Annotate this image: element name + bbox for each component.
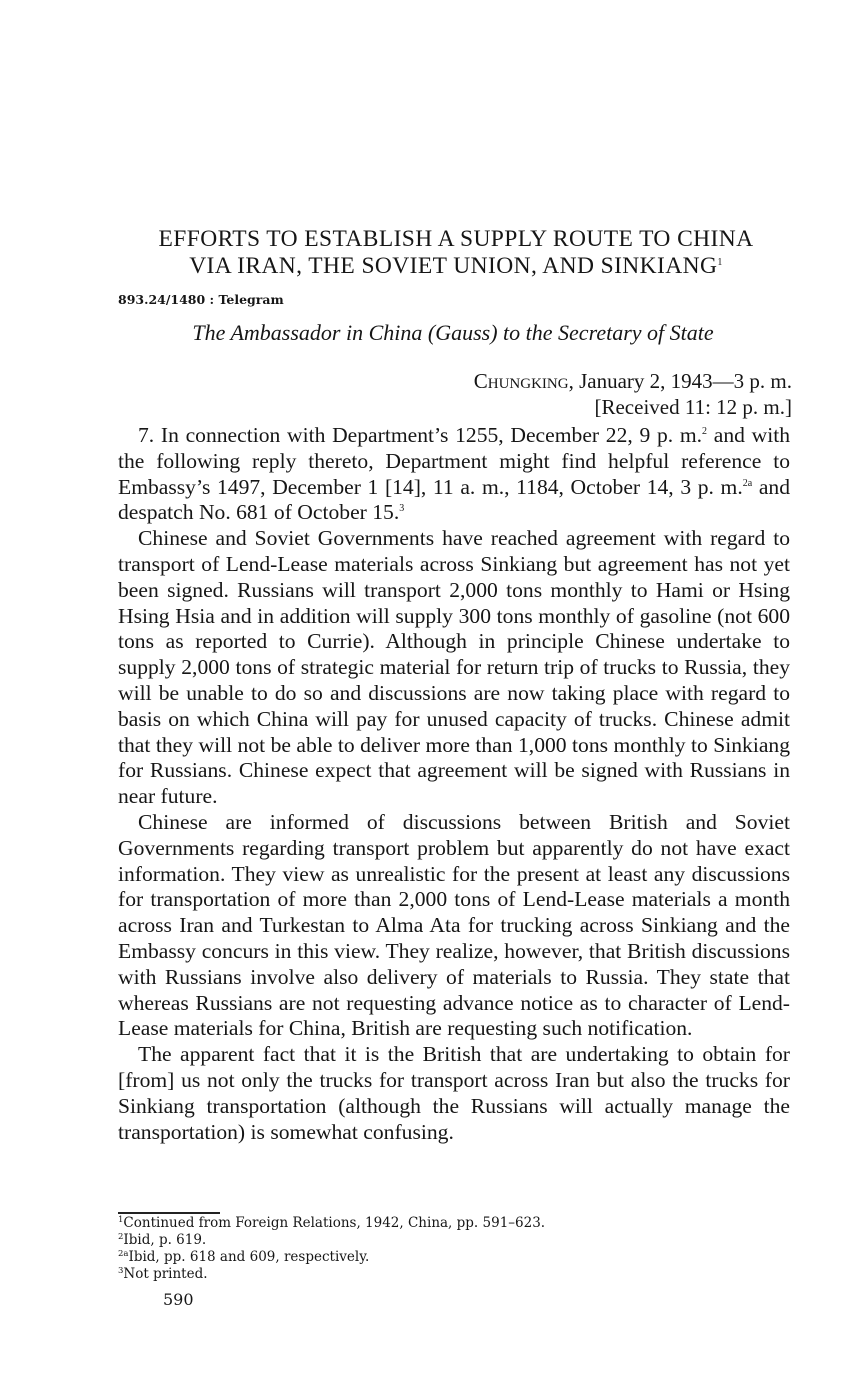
dateline-place: Chungking xyxy=(473,369,569,393)
footnote-marker: 2a xyxy=(742,477,753,489)
page-number: 590 xyxy=(163,1290,194,1309)
dateline-received: [Received 11: 12 p. m.] xyxy=(594,395,792,419)
title-line-2-text: VIA IRAN, THE SOVIET UNION, AND SINKIANG xyxy=(189,253,718,279)
file-reference: 893.24/1480 : Telegram xyxy=(118,292,284,307)
footnote-marker: 2 xyxy=(702,426,708,437)
paragraph-3: Chinese are informed of discussions between British and Soviet Governments regarding transport problem but apparently do not have exact information. They view as unrealistic for the present at least any discussions for transportation of more than 2,000 tons of Lend-Lease materials a month across Iran and Turkestan to Alma Ata for trucking across Sinkiang and the Embassy concurs in this view. They realize, however, that British discussions with Russians involve also delivery of materials to Russia. They state that whereas Russians are not requesting advance notice as to character of Lend-Lease materials for China, British are requesting such notification. xyxy=(118,809,790,1041)
footnote-mark: 2a xyxy=(118,1248,129,1259)
title-line-1: EFFORTS TO ESTABLISH A SUPPLY ROUTE TO CHINA xyxy=(158,226,754,252)
paragraph-1 xyxy=(118,423,790,526)
footnote-marker: 1 xyxy=(717,257,723,268)
footnote-text: Ibid, p. 619. xyxy=(123,1232,207,1248)
footnote-mark: 1 xyxy=(118,1214,124,1225)
footnote-divider xyxy=(118,1212,220,1214)
footnote xyxy=(118,1215,545,1232)
footnote xyxy=(118,1232,545,1249)
dateline-sent xyxy=(474,368,792,394)
footnote-marker: 3 xyxy=(399,503,405,515)
paragraph-1-part-c: and despatch No. 681 of October 15. xyxy=(118,474,790,525)
footnote xyxy=(118,1266,545,1283)
paragraph-1-part-b: and with the following reply thereto, Department might find helpful reference to Embassy’s 1497, December 1 [14], 11 a. m., 1184, October 14, 3 p. m. xyxy=(118,423,790,499)
footnote-text: Ibid, pp. 618 and 609, respectively. xyxy=(128,1249,370,1265)
paragraph-4: The apparent fact that it is the British that are undertaking to obtain for [from] us not only the trucks for transport across Iran but also the trucks for Sinkiang transportation (although the Russians will actually manage the transportation) is somewhat confusing. xyxy=(118,1042,790,1144)
paragraph-2: Chinese and Soviet Governments have reached agreement with regard to transport of Lend-Lease materials across Sinkiang but agreement has not yet been signed. Russians will transport 2,000 tons monthly to Hami or Hsing Hsing Hsia and in addition will supply 300 tons monthly of gasoline (not 600 tons as reported to Currie). Although in principle Chinese undertake to supply 2,000 tons of strategic material for return trip of trucks to Russia, they will be unable to do so and discussions are now taking place with regard to basis on which China will pay for unused capacity of trucks. Chinese admit that they will not be able to deliver more than 1,000 tons monthly to Sinkiang for Russians. Chinese expect that agreement will be signed with Russians in near future. xyxy=(118,526,790,809)
footnote-mark: 2 xyxy=(118,1231,124,1242)
footnote-text: Continued from Foreign Relations, 1942, China, pp. 591–623. xyxy=(123,1215,546,1231)
dateline xyxy=(474,368,792,420)
footnote-text: Not printed. xyxy=(123,1266,208,1282)
footnote-mark: 3 xyxy=(118,1265,124,1276)
document-heading: The Ambassador in China (Gauss) to the Secretary of State xyxy=(192,320,714,345)
footnote xyxy=(118,1249,545,1266)
page-title xyxy=(100,226,812,280)
paragraph-1-part-a: 7. In connection with Department’s 1255, December 22, 9 p. m. xyxy=(138,423,703,447)
telegram-body xyxy=(118,423,790,1145)
title-line-2 xyxy=(100,253,812,280)
dateline-date: , January 2, 1943—3 p. m. xyxy=(568,369,792,393)
footnotes xyxy=(118,1215,545,1283)
